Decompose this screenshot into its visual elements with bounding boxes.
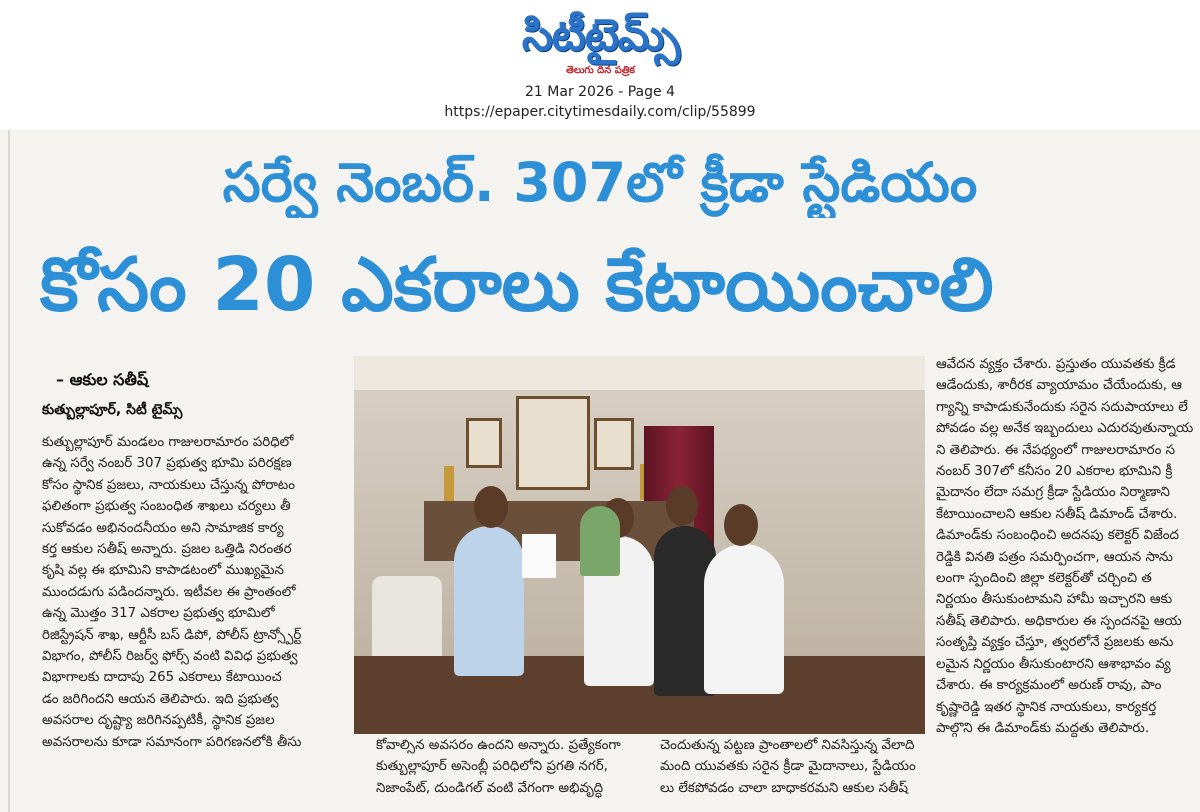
byline: – ఆకుల సతీష్ [56,370,149,389]
article-text-line: పాల్గొని ఈ డిమాండ్‌కు మద్దతు తెలిపారు. [936,720,1150,736]
article-text-line: కోవాల్సిన అవసరం ఉందని అన్నారు. ప్రత్యేకంగా [376,738,621,753]
article-text-line: నంబర్ 307లో కనీసం 20 ఎకరాల భూమిని క్రీ [936,464,1173,480]
article-column-4 [936,354,1198,739]
article-text-line: ఆడేందుకు, శారీరక వ్యాయామం చేయేందుకు, ఆ [936,378,1182,394]
article-text-line: రెడ్డికి వినతి పత్రం సమర్పించగా, ఆయన సాను [936,549,1173,565]
edition-date-page: 21 Mar 2026 - Page 4 [525,84,675,100]
city-times-logo [493,10,708,78]
article-text-line: కోసం స్థానిక ప్రజలు, నాయకులు చేస్తున్న పోరాటం [42,477,296,493]
clip-url[interactable]: https://epaper.citytimesdaily.com/clip/55899 [444,104,756,120]
article-text-line: కృషి వల్ల ఈ భూమిని కాపాడటంలో ముఖ్యమైన [42,563,284,579]
article-text-line: కర్త ఆకుల సతీష్ అన్నారు. ప్రజల ఒత్తిడి నిరంతర [42,542,292,558]
article-text-line: ఆవేదన వ్యక్తం చేశారు. ప్రస్తుతం యువతకు క్రీడ [936,357,1176,372]
article-text-line: లు లేకపోవడం చాలా బాధాకరమని ఆకుల సతీష్ [660,780,909,796]
article-text-line: కేటాయించాలని ఆకుల సతీష్ డిమాండ్ చేశారు. [936,506,1178,522]
person-green-shirt [580,506,620,576]
person-head-3 [724,504,758,546]
official-head [474,486,508,528]
article-column-2 [376,735,656,799]
article-text-line: కుత్బుల్లాపూర్ అసెంబ్లీ పరిధిలోని ప్రగతి నగర్, [376,759,608,775]
article-text-line: చేశారు. ఈ కార్యక్రమంలో అరుణ్ రావు, పాం [936,678,1162,694]
article-text-line: సతీష్ తెలిపారు. అధికారుల ఈ స్పందనపై ఆయ [936,613,1182,629]
article-text-line: మైదానం లేదా సమగ్ర క్రీడా స్టేడియం నిర్మాణాని [936,485,1170,501]
official-person [454,526,524,676]
article-text-line: కృష్ణారెడ్డి ఇతర స్థానిక నాయకులు, కార్యకర్త [936,699,1157,715]
article-text-line: ని తెలిపారు. ఈ నేపథ్యంలో గాజులరామారం స [936,442,1176,458]
dateline-place: కుత్బుల్లాపూర్, సిటీ టైమ్స్ [42,402,183,418]
article-text-line: మంది యువతకు సరైన క్రీడా మైదానాలు, స్టేడియం [660,759,916,775]
article-text-line: సుకోవడం అభినందనీయం అని సామాజిక కార్య [42,520,284,536]
headline-line-1: సర్వే నెంబర్. 307లో క్రీడా స్టేడియం [222,151,978,214]
person-head-2 [666,486,698,526]
article-text-line: గ్యాన్ని కాపాడుకునేందుకు సరైన సదుపాయాలు లే [936,399,1188,415]
article-text-line: లమైన నిర్ణయం తీసుకుంటారని ఆశాభావం వ్య [936,656,1171,672]
logo-tagline: తెలుగు దిన పత్రిక [566,65,635,76]
portrait-frame-2 [516,396,590,490]
article-text-line: నిజాంపేట్, దుండిగల్ వంటి వేగంగా అభివృద్ధి [376,780,604,796]
article-text-line: చెందుతున్న పట్టణ ప్రాంతాలలో నివసిస్తున్న వేలాది [660,738,915,753]
logo-wordmark: సిటీటైమ్స్ [521,10,680,61]
article-text-line: రిజిస్ట్రేషన్ శాఖ, ఆర్టీసీ బస్ డిపో, పోలీస్ ట్రాన్స్పోర్ట్ [42,627,302,643]
article-text-line: లంగా స్పందించి జిల్లా కలెక్టర్‌తో చర్చించి త [936,571,1152,587]
article-text-line: కుత్బుల్లాపూర్ మండలం గాజులరామారం పరిధిలో [42,435,294,450]
person-white-shirt-2 [704,544,784,694]
article-text-line: నిర్ణయం తీసుకుంటామని హామీ ఇచ్చారని ఆకు [936,592,1173,608]
article-column-3 [660,735,932,799]
article-text-line: అవసరాల దృష్ట్యా జరిగినప్పటికీ, స్థానిక ప్రజల [42,713,275,729]
article-photo [354,356,925,734]
article-text-line: విభాగం, పోలీస్ రిజర్వ్ ఫోర్స్ వంటి వివిధ ప్రభుత్వ [42,649,298,665]
headline-line-2: కోసం 20 ఎకరాలు కేటాయించాలి [40,242,994,328]
article-text-line: సంతృప్తి వ్యక్తం చేస్తూ, త్వరలోనే ప్రజలకు అను [936,635,1174,651]
article-text-line: డం జరిగిందని ఆయన తెలిపారు. ఇది ప్రభుత్వ [42,691,279,707]
clip-border [8,130,10,812]
petition-paper [522,534,556,578]
article-text-line: డిమాండ్‌కు సంబంధించి అదనపు కలెక్టర్ విజేంద [936,528,1179,544]
article-text-line: ఉన్న సర్వే నంబర్ 307 ప్రభుత్వ భూమి పరిరక్షణ [42,456,292,472]
article-text-line: ముందడుగు పడిందన్నారు. ఇటీవల ఈ ప్రాంతంలో [42,584,296,600]
trophy-1 [444,466,454,502]
photo-ceiling [354,356,925,390]
portrait-frame-1 [466,418,502,468]
article-text-line: పోవడం వల్ల అనేక ఇబ్బందులు ఎదురవుతున్నాయ [936,421,1194,437]
article-text-line: అవసరాలను కూడా సమానంగా పరిగణనలోకి తీసు [42,734,302,750]
masthead [0,0,1200,130]
portrait-frame-3 [594,418,634,470]
article-text-line: ఫలితంగా ప్రభుత్వ సంబంధిత శాఖలు చర్యలు తీ [42,499,291,515]
article-column-1 [42,432,344,753]
article-text-line: ఉన్న మొత్తం 317 ఎకరాల ప్రభుత్వ భూమిలో [42,606,275,622]
article-text-line: విభాగాలకు దాదాపు 265 ఎకరాలు కేటాయించ [42,670,282,686]
